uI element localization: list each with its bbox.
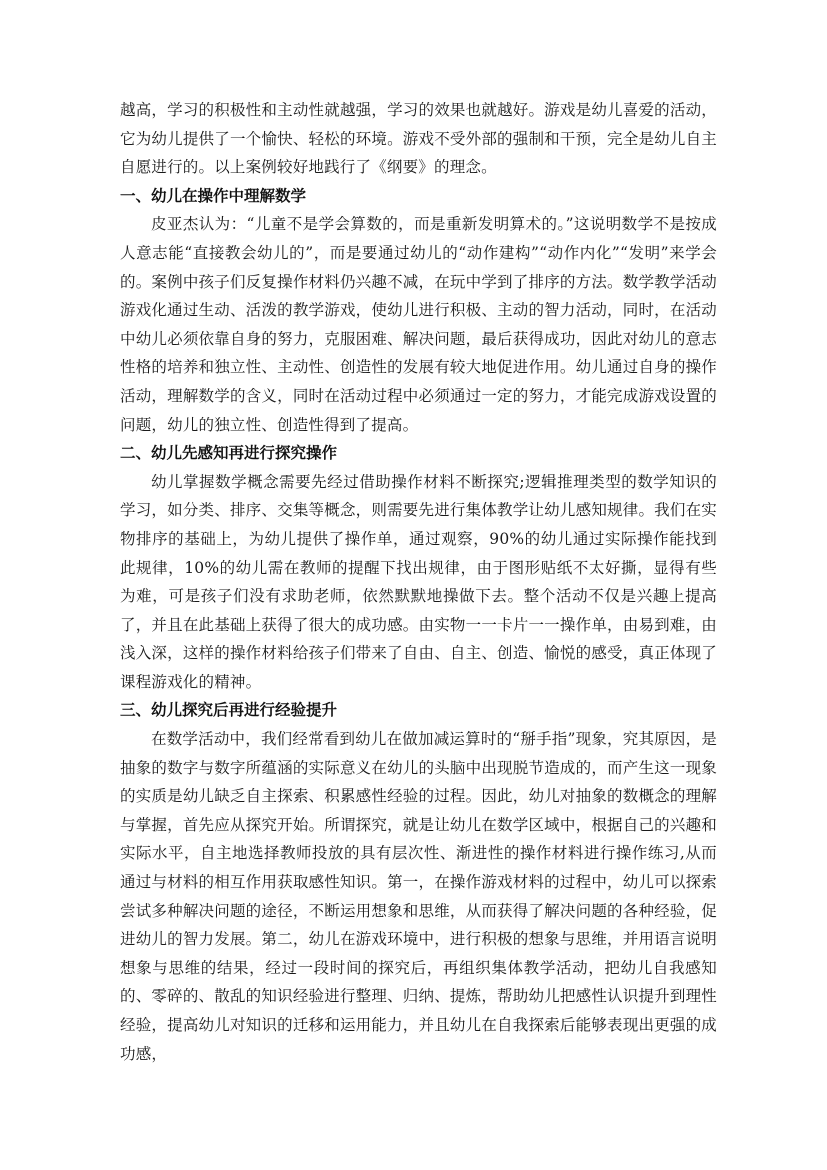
section-paragraph-1: 皮亚杰认为：“儿童不是学会算数的，而是重新发明算术的。”这说明数学不是按成人意志能“直接教会幼儿的”，而是要通过幼儿的“动作建构”“动作内化”“发明”来学会的。案例中孩子们反复操作材料仍兴趣不减，在玩中学到了排序的方法。数学教学活动游戏化通过生动、活泼的教学游戏，使幼儿进行积极、主动的智力活动，同时，在活动中幼儿必须依靠自身的努力，克服困难、解决问题，最后获得成功，因此对幼儿的意志性格的培养和独立性、主动性、创造性的发展有较大地促进作用。幼儿通过自身的操作活动，理解数学的含义，同时在活动过程中必须通过一定的努力，才能完成游戏设置的问题，幼儿的独立性、创造性得到了提高。 xyxy=(120,215,717,434)
section-heading-1: 一、幼儿在操作中理解数学 xyxy=(120,186,307,205)
section-paragraph-2: 幼儿掌握数学概念需要先经过借助操作材料不断探究;逻辑推理类型的数学知识的学习，如分类、排序、交集等概念，则需要先进行集体教学让幼儿感知规律。我们在实物排序的基础上，为幼儿提供了操作单，通过观察，90%的幼儿通过实际操作能找到此规律，10%的幼儿需在教师的提醒下找出规律，由于图形贴纸不太好撕，显得有些为难，可是孩子们没有求助老师，依然默默地操做下去。整个活动不仅是兴趣上提高了，并且在此基础上获得了很大的成功感。由实物一一卡片一一操作单，由易到难，由浅入深，这样的操作材料给孩子们带来了自由、自主、创造、愉悦的感受，真正体现了课程游戏化的精神。 xyxy=(120,472,717,691)
section-heading-2: 二、幼儿先感知再进行探究操作 xyxy=(120,444,338,463)
section-paragraph-3: 在数学活动中，我们经常看到幼儿在做加减运算时的“掰手指”现象，究其原因，是抽象的数字与数字所蕴涵的实际意义在幼儿的头脑中出现脱节造成的，而产生这一现象的实质是幼儿缺乏自主探索、积累感性经验的过程。因此，幼儿对抽象的数概念的理解与掌握，首先应从探究开始。所谓探究，就是让幼儿在数学区域中，根据自己的兴趣和实际水平，自主地选择教师投放的具有层次性、渐进性的操作材料进行操作练习,从而通过与材料的相互作用获取感性知识。第一，在操作游戏材料的过程中，幼儿可以探索尝试多种解决问题的途径，不断运用想象和思维，从而获得了解决问题的各种经验，促进幼儿的智力发展。第二，幼儿在游戏环境中，进行积极的想象与思维，并用语言说明想象与思维的结果，经过一段时间的探究后，再组织集体教学活动，把幼儿自我感知的、零碎的、散乱的知识经验进行整理、归纳、提炼，帮助幼儿把感性认识提升到理性经验，提高幼儿对知识的迁移和运用能力，并且幼儿在自我探索后能够表现出更强的成功感， xyxy=(120,730,717,1063)
intro-paragraph: 越高，学习的积极性和主动性就越强，学习的效果也就越好。游戏是幼儿喜爱的活动，它为幼儿提供了一个愉快、轻松的环境。游戏不受外部的强制和干预，完全是幼儿自主自愿进行的。以上案例较好地践行了《纲要》的理念。 xyxy=(120,101,717,177)
section-heading-3: 三、幼儿探究后再进行经验提升 xyxy=(120,701,338,720)
